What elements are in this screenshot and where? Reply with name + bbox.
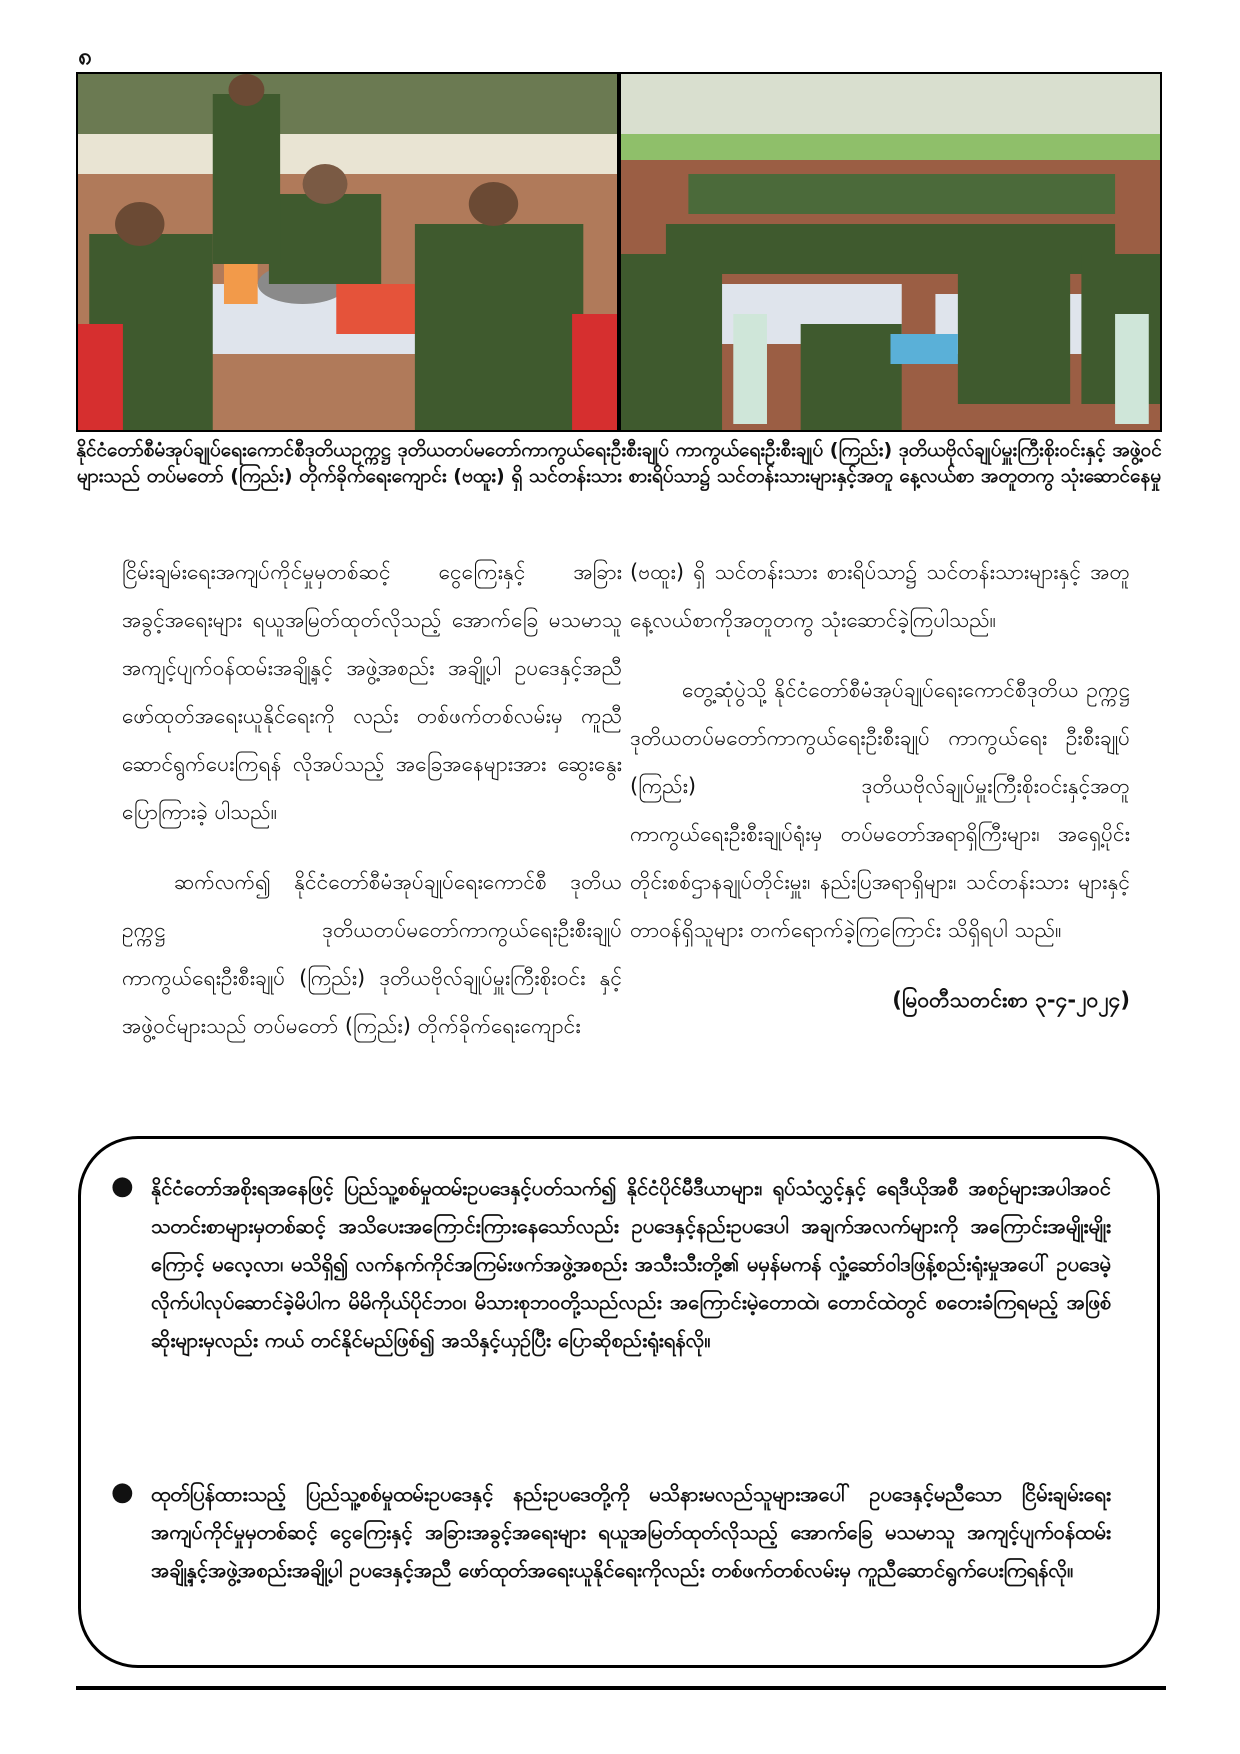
left-column bbox=[122, 548, 622, 1072]
source-citation: (မြဝတီသတင်းစာ ၃-၄-၂၀၂၄) bbox=[892, 988, 1130, 1012]
bullet-icon: ● bbox=[111, 1477, 134, 1507]
bullet-icon: ● bbox=[111, 1171, 134, 1201]
page-number: ၈ bbox=[78, 42, 92, 70]
right-paragraph-2: တွေ့ဆုံပွဲသို့ နိုင်ငံတော်စီမံအုပ်ချုပ်ရေးကောင်စီဒုတိယ ဥက္ကဋ္ဌ ဒုတိယတပ်မတော်ကာကွယ်ရေးဦးစီးချုပ် ကာကွယ်ရေး ဦးစီးချုပ် (ကြည်း) ဒုတိယဗိုလ်ချုပ်မှူးကြီးစိုးဝင်းနှင့်အတူ ကာကွယ်ရေးဦးစီးချုပ်ရုံးမှ တပ်မတော်အရာရှိကြီးများ၊ အရှေ့ပိုင်း တိုင်းစစ်ဌာနချုပ်တိုင်းမှူး၊ နည်းပြအရာရှိများ၊ သင်တန်းသား များနှင့် တာဝန်ရှိသူများ တက်ရောက်ခဲ့ကြကြောင်း သိရှိရပါ သည်။ bbox=[630, 678, 1130, 942]
right-photo bbox=[621, 74, 1160, 430]
notice-item-2: ထုတ်ပြန်ထားသည့် ပြည်သူ့စစ်မှုထမ်းဥပဒေနှင့် နည်းဥပဒေတို့ကို မသိနားမလည်သူများအပေါ် ဥပဒေနှင့်မညီသော ငြိမ်းချမ်းရေးအကျပ်ကိုင်မှုမှတစ်ဆင့် ငွေကြေးနှင့် အခြားအခွင့်အရေးများ ရယူအမြတ်ထုတ်လိုသည့် အောက်ခြေ မသမာသူ အကျင့်ပျက်ဝန်ထမ်းအချို့နှင့်အဖွဲ့အစည်းအချို့ပါ ဥပဒေနှင့်အညီ ဖော်ထုတ်အရေးယူနိုင်ရေးကိုလည်း တစ်ဖက်တစ်လမ်းမှ ကူညီဆောင်ရွက်ပေးကြရန်လို။ bbox=[151, 1482, 1111, 1582]
right-column bbox=[630, 548, 1130, 1046]
left-photo bbox=[78, 74, 617, 430]
photo-strip bbox=[76, 72, 1162, 432]
right-paragraph-1: (ဗထူး) ရှိ သင်တန်းသား စားရိပ်သာ၌ သင်တန်းသားများနှင့် အတူ နေ့လယ်စာကိုအတူတကွ သုံးဆောင်ခဲ့ကြပါသည်။ bbox=[630, 560, 1130, 632]
left-paragraph-2: ဆက်လက်၍ နိုင်ငံတော်စီမံအုပ်ချုပ်ရေးကောင်စီ ဒုတိယဥက္ကဋ္ဌ ဒုတိယတပ်မတော်ကာကွယ်ရေးဦးစီးချုပ် ကာကွယ်ရေးဦးစီးချုပ် (ကြည်း) ဒုတိယဗိုလ်ချုပ်မှူးကြီးစိုးဝင်း နှင့် အဖွဲ့ဝင်များသည် တပ်မတော် (ကြည်း) တိုက်ခိုက်ရေးကျောင်း bbox=[122, 870, 622, 1038]
notice-box bbox=[78, 1136, 1160, 1668]
footer-rule bbox=[76, 1686, 1166, 1690]
photo-caption: နိုင်ငံတော်စီမံအုပ်ချုပ်ရေးကောင်စီဒုတိယဥက္ကဋ္ဌ ဒုတိယတပ်မတော်ကာကွယ်ရေးဦးစီးချုပ် ကာကွယ်ရေးဦးစီးချုပ် (ကြည်း) ဒုတိယဗိုလ်ချုပ်မှူးကြီးစိုးဝင်းနှင့် အဖွဲ့ဝင်များသည် တပ်မတော် (ကြည်း) တိုက်ခိုက်ရေးကျောင်း (ဗထူး) ရှိ သင်တန်းသား စားရိပ်သာ၌ သင်တန်းသားများနှင့်အတူ နေ့လယ်စာ အတူတကွ သုံးဆောင်နေမှု bbox=[76, 439, 1162, 487]
left-paragraph-1: ငြိမ်းချမ်းရေးအကျပ်ကိုင်မှုမှတစ်ဆင့် ငွေကြေးနှင့် အခြား အခွင့်အရေးများ ရယူအမြတ်ထုတ်လိုသည့် အောက်ခြေ မသမာသူ အကျင့်ပျက်ဝန်ထမ်းအချို့နှင့် အဖွဲ့အစည်း အချို့ပါ ဥပဒေနှင့်အညီ ဖော်ထုတ်အရေးယူနိုင်ရေးကို လည်း တစ်ဖက်တစ်လမ်းမှ ကူညီဆောင်ရွက်ပေးကြရန် လိုအပ်သည့် အခြေအနေများအား ဆွေးနွေးပြောကြားခဲ့ ပါသည်။ bbox=[122, 560, 622, 824]
notice-item-1: နိုင်ငံတော်အစိုးရအနေဖြင့် ပြည်သူ့စစ်မှုထမ်းဥပဒေနှင့်ပတ်သက်၍ နိုင်ငံပိုင်မီဒီယာများ၊ ရုပ်သံလွှင့်နှင့် ရေဒီယိုအစီ အစဉ်များအပါအဝင် သတင်းစာများမှတစ်ဆင့် အသိပေးအကြောင်းကြားနေသော်လည်း ဥပဒေနှင့်နည်းဥပဒေပါ အချက်အလက်များကို အကြောင်းအမျိုးမျိုးကြောင့် မလေ့လာ၊ မသိရှိ၍ လက်နက်ကိုင်အကြမ်းဖက်အဖွဲ့အစည်း အသီးသီးတို့၏ မမှန်မကန် လှုံ့ဆော်ဝါဒဖြန့်စည်းရုံးမှုအပေါ် ဥပဒေမဲ့လိုက်ပါလုပ်ဆောင်ခဲ့မိပါက မိမိကိုယ်ပိုင်ဘဝ၊ မိသားစုဘဝတို့သည်လည်း အကြောင်းမဲ့တောထဲ၊ တောင်ထဲတွင် စတေးခံကြရမည့် အဖြစ်ဆိုးများမှလည်း ကယ် တင်နိုင်မည်ဖြစ်၍ အသိနှင့်ယှဉ်ပြီး ပြောဆိုစည်းရုံးရန်လို။ bbox=[151, 1176, 1111, 1352]
